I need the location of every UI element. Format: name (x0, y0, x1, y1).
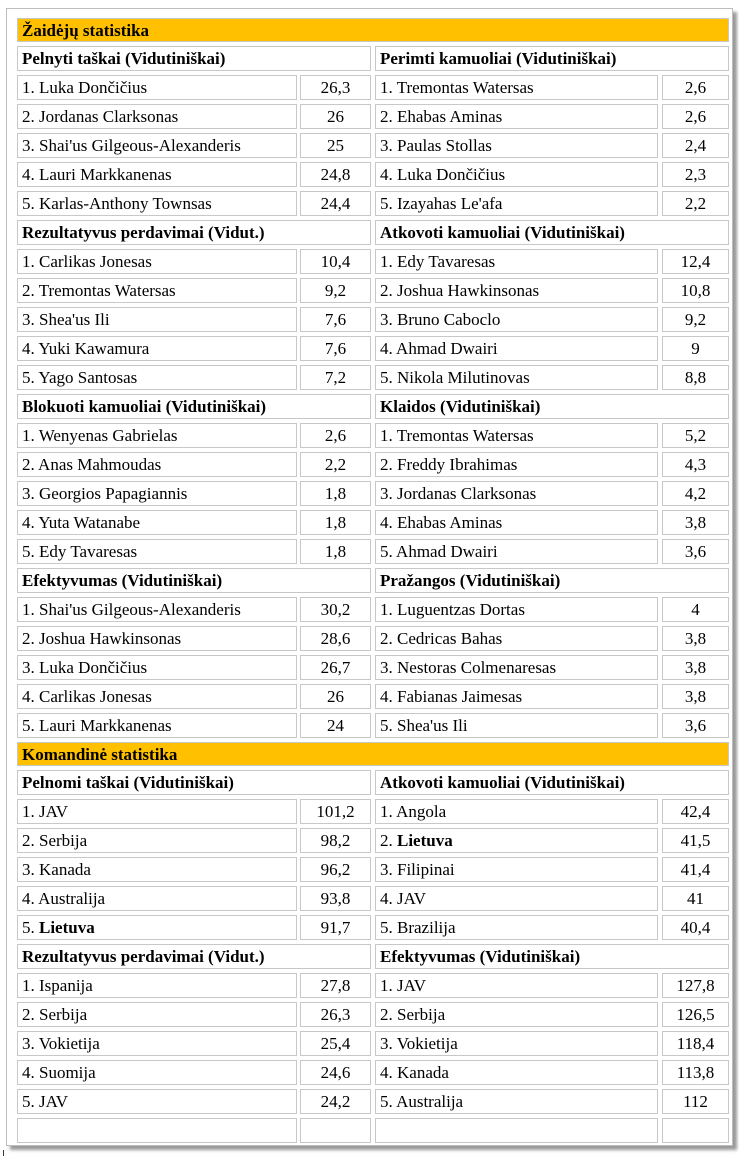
entry-name: 2. Anas Mahmoudas (17, 452, 297, 477)
stat-row (375, 915, 729, 940)
stat-row (17, 684, 371, 709)
entry-value: 2,2 (662, 191, 729, 216)
entry-value: 30,2 (300, 597, 371, 622)
stat-row (375, 249, 729, 274)
rank-number: 4. (380, 889, 397, 908)
section-title: Klaidos (Vidutiniškai) (375, 394, 729, 419)
entry-name: 4. Ahmad Dwairi (375, 336, 658, 361)
stat-section (17, 568, 371, 742)
stat-row (375, 684, 729, 709)
entry-name: 2. Freddy Ibrahimas (375, 452, 658, 477)
entry-value: 2,6 (662, 104, 729, 129)
stat-section (375, 46, 729, 220)
stat-section (17, 220, 371, 394)
stat-row (17, 655, 371, 680)
entry-name: 3. Paulas Stollas (375, 133, 658, 158)
stat-row (17, 307, 371, 332)
rank-number: 3. (22, 1034, 39, 1053)
stat-row (17, 452, 371, 477)
stat-row (17, 133, 371, 158)
entry-name: 4. Fabianas Jaimesas (375, 684, 658, 709)
entry-name (375, 973, 658, 998)
entry-value: 40,4 (662, 915, 729, 940)
stats-grid (17, 18, 729, 1147)
entry-value: 24,8 (300, 162, 371, 187)
stat-row (17, 481, 371, 506)
team-name: Kanada (397, 1063, 449, 1082)
entry-name (375, 828, 658, 853)
team-name: Serbija (39, 1005, 88, 1024)
entry-value: 41,5 (662, 828, 729, 853)
team-name: Serbija (397, 1005, 446, 1024)
entry-value: 101,2 (300, 799, 371, 824)
entry-name: 3. Luka Dončičius (17, 655, 297, 680)
empty-row (17, 1118, 729, 1147)
rank-number: 2. (380, 1005, 397, 1024)
section-title: Efektyvumas (Vidutiniškai) (17, 568, 371, 593)
section-title: Atkovoti kamuoliai (Vidutiniškai) (375, 770, 729, 795)
stat-section (375, 568, 729, 742)
stat-section (375, 394, 729, 568)
stat-row (17, 162, 371, 187)
entry-value: 1,8 (300, 510, 371, 535)
entry-value: 112 (662, 1089, 729, 1114)
entry-value: 26 (300, 684, 371, 709)
entry-name (17, 1089, 297, 1114)
stat-row (17, 857, 371, 882)
stat-section (17, 394, 371, 568)
stat-row (17, 1031, 371, 1056)
stat-row (375, 365, 729, 390)
stat-row (375, 191, 729, 216)
entry-value: 24,2 (300, 1089, 371, 1114)
stat-row (17, 423, 371, 448)
entry-name: 3. Nestoras Colmenaresas (375, 655, 658, 680)
empty-row-left (17, 1118, 371, 1143)
rank-number: 5. (22, 918, 39, 937)
entry-value: 7,6 (300, 336, 371, 361)
stat-row (375, 973, 729, 998)
rank-number: 4. (22, 1063, 39, 1082)
stat-row (375, 423, 729, 448)
team-name: JAV (39, 802, 68, 821)
entry-name (17, 1002, 297, 1027)
entry-value: 7,2 (300, 365, 371, 390)
entry-value: 25 (300, 133, 371, 158)
entry-value: 10,8 (662, 278, 729, 303)
entry-name: 2. Joshua Hawkinsonas (17, 626, 297, 651)
entry-value: 3,8 (662, 626, 729, 651)
entry-name (375, 915, 658, 940)
team-name: Kanada (39, 860, 91, 879)
empty-cell (17, 1118, 297, 1143)
entry-value: 3,6 (662, 713, 729, 738)
rank-number: 5. (380, 918, 397, 937)
entry-name: 4. Luka Dončičius (375, 162, 658, 187)
entry-name (17, 886, 297, 911)
entry-name: 2. Ehabas Aminas (375, 104, 658, 129)
section-pair (17, 770, 729, 944)
team-name: Brazilija (397, 918, 456, 937)
entry-value: 1,8 (300, 481, 371, 506)
entry-value: 127,8 (662, 973, 729, 998)
section-title: Efektyvumas (Vidutiniškai) (375, 944, 729, 969)
stat-row (17, 75, 371, 100)
stat-row (375, 1031, 729, 1056)
entry-value: 2,6 (662, 75, 729, 100)
stat-row (17, 510, 371, 535)
entry-name: 5. Izayahas Le'afa (375, 191, 658, 216)
entry-name: 4. Yuta Watanabe (17, 510, 297, 535)
stat-row (375, 1002, 729, 1027)
rank-number: 2. (22, 831, 39, 850)
empty-cell (662, 1118, 729, 1143)
entry-name: 3. Georgios Papagiannis (17, 481, 297, 506)
team-name: JAV (397, 889, 426, 908)
entry-name: 5. Ahmad Dwairi (375, 539, 658, 564)
entry-value: 91,7 (300, 915, 371, 940)
section-pair (17, 46, 729, 220)
entry-value: 93,8 (300, 886, 371, 911)
stat-row (375, 336, 729, 361)
rank-number: 3. (380, 1034, 397, 1053)
rank-number: 4. (380, 1063, 397, 1082)
stat-section (17, 944, 371, 1118)
entry-value: 3,8 (662, 684, 729, 709)
entry-name: 1. Shai'us Gilgeous-Alexanderis (17, 597, 297, 622)
stat-row (17, 799, 371, 824)
entry-name: 1. Tremontas Watersas (375, 423, 658, 448)
entry-name (17, 1031, 297, 1056)
empty-cell (300, 1118, 371, 1143)
entry-value: 8,8 (662, 365, 729, 390)
entry-value: 12,4 (662, 249, 729, 274)
stat-row (17, 1002, 371, 1027)
entry-name (17, 828, 297, 853)
entry-name: 1. Tremontas Watersas (375, 75, 658, 100)
team-name: Suomija (39, 1063, 96, 1082)
stat-row (17, 278, 371, 303)
team-name: JAV (39, 1092, 68, 1111)
entry-value: 3,8 (662, 510, 729, 535)
stat-row (17, 539, 371, 564)
entry-value: 2,2 (300, 452, 371, 477)
entry-name: 3. Jordanas Clarksonas (375, 481, 658, 506)
entry-name: 5. Shea'us Ili (375, 713, 658, 738)
section-title: Perimti kamuoliai (Vidutiniškai) (375, 46, 729, 71)
entry-value: 41 (662, 886, 729, 911)
team-name: Vokietija (38, 1034, 100, 1053)
section-pair (17, 394, 729, 568)
rank-number: 5. (22, 1092, 39, 1111)
section-title: Pelnyti taškai (Vidutiniškai) (17, 46, 371, 71)
team-name: Australija (396, 1092, 464, 1111)
stat-row (375, 799, 729, 824)
entry-name (17, 1060, 297, 1085)
entry-value: 4,2 (662, 481, 729, 506)
stat-row (375, 510, 729, 535)
stat-row (375, 162, 729, 187)
stat-row (17, 1089, 371, 1114)
stat-row (17, 597, 371, 622)
stat-row (375, 278, 729, 303)
entry-value: 41,4 (662, 857, 729, 882)
stat-row (17, 104, 371, 129)
entry-value: 7,6 (300, 307, 371, 332)
entry-name: 3. Shea'us Ili (17, 307, 297, 332)
stat-row (375, 597, 729, 622)
stat-section (375, 220, 729, 394)
entry-name: 5. Yago Santosas (17, 365, 297, 390)
entry-name (375, 1002, 658, 1027)
empty-row-right (375, 1118, 729, 1143)
rank-number: 2. (380, 831, 397, 850)
stat-row (375, 857, 729, 882)
team-name: Filipinai (397, 860, 455, 879)
stat-row (17, 973, 371, 998)
team-stats-area (17, 770, 729, 1118)
stat-row (375, 75, 729, 100)
entry-name: 1. Edy Tavaresas (375, 249, 658, 274)
entry-value: 4 (662, 597, 729, 622)
stat-row (375, 626, 729, 651)
stat-row (375, 307, 729, 332)
team-name: Ispanija (39, 976, 93, 995)
entry-value: 118,4 (662, 1031, 729, 1056)
stat-row (17, 626, 371, 651)
entry-name (375, 1060, 658, 1085)
stat-row (375, 1060, 729, 1085)
entry-name: 5. Nikola Milutinovas (375, 365, 658, 390)
stat-section (375, 770, 729, 944)
entry-value: 3,8 (662, 655, 729, 680)
stat-row (17, 828, 371, 853)
entry-name: 4. Carlikas Jonesas (17, 684, 297, 709)
entry-name (17, 799, 297, 824)
stat-row (17, 1060, 371, 1085)
rank-number: 1. (22, 976, 39, 995)
entry-name: 1. Carlikas Jonesas (17, 249, 297, 274)
entry-value: 25,4 (300, 1031, 371, 1056)
team-name: Vokietija (396, 1034, 458, 1053)
rank-number: 3. (22, 860, 39, 879)
entry-value: 9 (662, 336, 729, 361)
entry-name: 1. Wenyenas Gabrielas (17, 423, 297, 448)
entry-value: 2,4 (662, 133, 729, 158)
rank-number: 1. (22, 802, 39, 821)
section-title: Pelnomi taškai (Vidutiniškai) (17, 770, 371, 795)
rank-number: 1. (380, 976, 397, 995)
entry-name: 1. Luka Dončičius (17, 75, 297, 100)
entry-value: 10,4 (300, 249, 371, 274)
rank-number: 5. (380, 1092, 397, 1111)
entry-name (375, 857, 658, 882)
entry-name: 4. Yuki Kawamura (17, 336, 297, 361)
stat-row (375, 886, 729, 911)
stat-row (375, 452, 729, 477)
corner-mark (3, 1150, 4, 1156)
section-title: Blokuoti kamuoliai (Vidutiniškai) (17, 394, 371, 419)
stat-row (17, 365, 371, 390)
section-title: Pražangos (Vidutiniškai) (375, 568, 729, 593)
entry-value: 98,2 (300, 828, 371, 853)
stats-page (6, 8, 733, 1146)
entry-name: 3. Shai'us Gilgeous-Alexanderis (17, 133, 297, 158)
team-name: Lietuva (397, 831, 453, 850)
entry-value: 4,3 (662, 452, 729, 477)
entry-value: 42,4 (662, 799, 729, 824)
entry-name: 4. Ehabas Aminas (375, 510, 658, 535)
team-name: Lietuva (39, 918, 95, 937)
entry-name (17, 857, 297, 882)
entry-name: 5. Karlas-Anthony Townsas (17, 191, 297, 216)
team-name: Angola (396, 802, 447, 821)
entry-value: 24 (300, 713, 371, 738)
stat-row (17, 886, 371, 911)
entry-name: 4. Lauri Markkanenas (17, 162, 297, 187)
entry-value: 24,4 (300, 191, 371, 216)
section-title: Atkovoti kamuoliai (Vidutiniškai) (375, 220, 729, 245)
entry-value: 5,2 (662, 423, 729, 448)
player-stats-area (17, 46, 729, 742)
player-stats-header: Žaidėjų statistika (17, 18, 729, 42)
team-name: Serbija (39, 831, 88, 850)
entry-name: 2. Cedricas Bahas (375, 626, 658, 651)
entry-value: 126,5 (662, 1002, 729, 1027)
entry-name (17, 973, 297, 998)
section-title: Rezultatyvus perdavimai (Vidut.) (17, 220, 371, 245)
section-title: Rezultatyvus perdavimai (Vidut.) (17, 944, 371, 969)
section-pair (17, 568, 729, 742)
entry-name: 2. Joshua Hawkinsonas (375, 278, 658, 303)
section-pair (17, 944, 729, 1118)
entry-name (375, 799, 658, 824)
entry-value: 26,7 (300, 655, 371, 680)
entry-value: 2,6 (300, 423, 371, 448)
stat-row (375, 1089, 729, 1114)
rank-number: 1. (380, 802, 397, 821)
entry-name: 2. Jordanas Clarksonas (17, 104, 297, 129)
stat-row (375, 104, 729, 129)
entry-name (17, 915, 297, 940)
entry-value: 26,3 (300, 1002, 371, 1027)
team-name: Australija (38, 889, 106, 908)
entry-value: 113,8 (662, 1060, 729, 1085)
entry-name (375, 1089, 658, 1114)
entry-value: 27,8 (300, 973, 371, 998)
stat-row (375, 481, 729, 506)
entry-name: 5. Lauri Markkanenas (17, 713, 297, 738)
empty-cell (375, 1118, 658, 1143)
stat-row (17, 191, 371, 216)
team-stats-header: Komandinė statistika (17, 742, 729, 766)
entry-name: 2. Tremontas Watersas (17, 278, 297, 303)
stat-row (17, 249, 371, 274)
section-pair (17, 220, 729, 394)
stat-section (17, 46, 371, 220)
stat-row (17, 713, 371, 738)
entry-value: 1,8 (300, 539, 371, 564)
entry-value: 9,2 (300, 278, 371, 303)
entry-value: 9,2 (662, 307, 729, 332)
stat-section (375, 944, 729, 1118)
entry-name: 3. Bruno Caboclo (375, 307, 658, 332)
rank-number: 4. (22, 889, 39, 908)
entry-value: 26 (300, 104, 371, 129)
stat-row (375, 539, 729, 564)
entry-value: 2,3 (662, 162, 729, 187)
entry-name: 1. Luguentzas Dortas (375, 597, 658, 622)
entry-name (375, 886, 658, 911)
stat-row (375, 133, 729, 158)
stat-row (375, 828, 729, 853)
entry-value: 3,6 (662, 539, 729, 564)
entry-name: 5. Edy Tavaresas (17, 539, 297, 564)
entry-value: 26,3 (300, 75, 371, 100)
rank-number: 2. (22, 1005, 39, 1024)
stat-section (17, 770, 371, 944)
entry-value: 24,6 (300, 1060, 371, 1085)
stat-row (375, 655, 729, 680)
entry-name (375, 1031, 658, 1056)
stat-row (375, 713, 729, 738)
entry-value: 96,2 (300, 857, 371, 882)
entry-value: 28,6 (300, 626, 371, 651)
rank-number: 3. (380, 860, 397, 879)
stat-row (17, 915, 371, 940)
team-name: JAV (397, 976, 426, 995)
stat-row (17, 336, 371, 361)
